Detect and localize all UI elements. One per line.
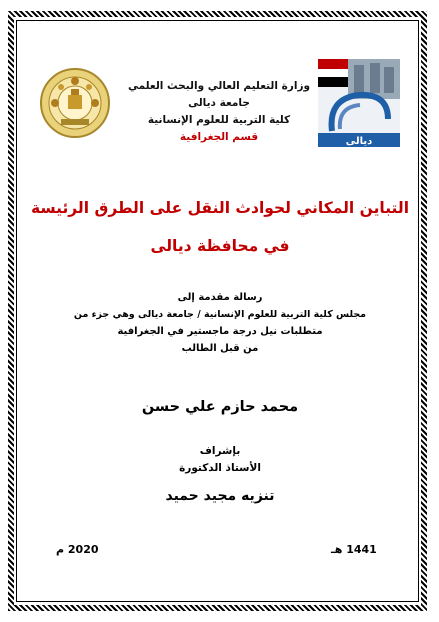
college-line: كلية التربية للعلوم الإنسانية <box>147 114 291 126</box>
thesis-title-line1: التباين المكاني لحوادث النقل على الطرق الرئيسة <box>30 199 410 217</box>
submission-line4: من قبل الطالب <box>181 343 259 354</box>
submission-statement <box>30 289 410 357</box>
submission-line3: متطلبات نيل درجة ماجستير في الجغرافية <box>117 326 323 337</box>
logo-text: ديالى <box>345 136 373 147</box>
college-seal-icon <box>39 67 111 139</box>
supervisor-rank: الأستاذ الدكتورة <box>179 462 261 474</box>
gregorian-date: 2020 م <box>56 543 99 556</box>
supervision-block <box>30 443 410 477</box>
university-line: جامعة ديالى <box>188 97 250 109</box>
ministry-line: وزارة التعليم العالي والبحث العلمي <box>127 80 311 92</box>
submission-line2: مجلس كلية التربية للعلوم الإنسانية / جامعة ديالى وهي جزء من <box>73 309 367 320</box>
department-line: قسم الجغرافية <box>179 131 259 143</box>
institution-header <box>119 78 319 146</box>
thesis-title-line2: في محافظة ديالى <box>150 237 290 255</box>
hijri-date: 1441 هـ <box>331 543 377 556</box>
supervisor-name: تنزيه مجيد حميد <box>165 488 275 504</box>
student-name: محمد حازم علي حسن <box>141 399 299 415</box>
university-diyala-logo-icon <box>318 59 400 147</box>
supervision-label: بإشراف <box>199 445 241 457</box>
submission-line1: رسالة مقدمة إلى <box>177 292 263 303</box>
